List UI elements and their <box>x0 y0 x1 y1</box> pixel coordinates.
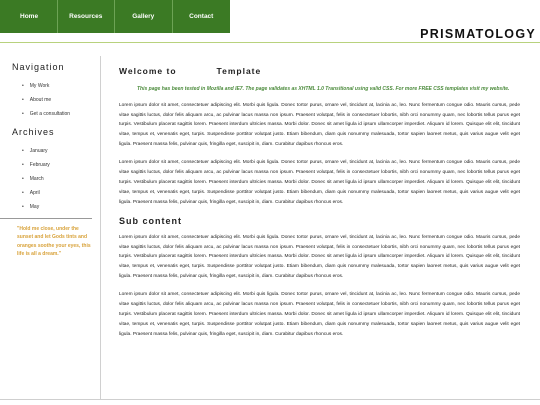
welcome-heading-right: Template <box>216 66 262 76</box>
paragraph: Lorem ipsum dolor sit amet, consectetuer adipiscing elit. Morbi quis ligula. Donec tortor purus, ornare vel, tincidunt at, lacinia ac, leo. Nunc fermentum congue odio. Mauris cursus, pede vitae sagittis luctus, dolor felis aliquam arcu, ac pulvinar lacus massa non ipsum. Praesent volutpat, felis in consectetuer lobortis, nibh orci nonummy quam, nec lobortis tellus purus eget turpis. Vestibulum placerat sagittis lorem. Praesent interdum ultricies massa. Morbi dolor. Donec sit amet ligula id ipsum ullamcorper imperdiet. Aliquam id lorem. Quisque elit elit, tincidunt vitae, tempus et, venenatis eget, turpis. Suspendisse porttitor volutpat justo. Etiam bibendum, diam quis nonummy malesuada, tortor sapien laoreet metus, quis varius augue velit eget ligula. Praesent massa felis, pulvinar quis, fringilla eget, suscipit in, diam. Curabitur dapibus rhoncus eros. <box>119 160 520 205</box>
navigation-heading: Navigation <box>12 62 65 72</box>
navigation-list <box>12 79 92 121</box>
header-divider <box>0 42 540 43</box>
archive-item-april[interactable]: • April <box>22 186 92 200</box>
archives-heading: Archives <box>12 127 55 137</box>
archive-item-may[interactable]: • May <box>22 200 92 214</box>
nav-resources-link[interactable]: Resources <box>58 0 116 33</box>
sidebar-item-about-me[interactable]: • About me <box>22 93 92 107</box>
sidebar-item-consultation[interactable]: • Get a consultation <box>22 107 92 121</box>
archive-item-january[interactable]: • January <box>22 144 92 158</box>
nav-gallery-link[interactable]: Gallery <box>115 0 173 33</box>
sidebar-quote: "Hold me close, under the sunset and let Gods tints and oranges soothe your eyes, this life is all a dream." <box>17 226 91 258</box>
archive-item-march[interactable]: • March <box>22 172 92 186</box>
archive-item-february[interactable]: • February <box>22 158 92 172</box>
intro-text: This page has been tested in Mozilla and IE7. The page validates as XHTML 1.0 Transitional using valid CSS. For more FREE CSS templates visit my website. <box>137 86 510 92</box>
sub-content-heading: Sub content <box>119 215 182 226</box>
site-title: PRISMATOLOGY <box>420 27 536 41</box>
sidebar-item-my-work[interactable]: • My Work <box>22 79 92 93</box>
paragraph: Lorem ipsum dolor sit amet, consectetuer adipiscing elit. Morbi quis ligula. Donec tortor purus, ornare vel, tincidunt at, lacinia ac, leo. Nunc fermentum congue odio. Mauris cursus, pede vitae sagittis luctus, dolor felis aliquam arcu, ac pulvinar lacus massa non ipsum. Praesent volutpat, felis in consectetuer lobortis, nibh orci nonummy quam, nec lobortis tellus purus eget turpis. Vestibulum placerat sagittis lorem. Praesent interdum ultricies massa. Morbi dolor. Donec sit amet ligula id ipsum ullamcorper imperdiet. Aliquam id lorem. Quisque elit elit, tincidunt vitae, tempus et, venenatis eget, turpis. Suspendisse porttitor volutpat justo. Etiam bibendum, diam quis nonummy malesuada, tortor sapien laoreet metus, quis varius augue velit eget ligula. Praesent massa felis, pulvinar quis, fringilla eget, suscipit in, diam. Curabitur dapibus rhoncus eros. <box>119 234 520 280</box>
paragraph: Lorem ipsum dolor sit amet, consectetuer adipiscing elit. Morbi quis ligula. Donec tortor purus, ornare vel, tincidunt at, lacinia ac, leo. Nunc fermentum congue odio. Mauris cursus, pede vitae sagittis luctus, dolor felis aliquam arcu, ac pulvinar lacus massa non ipsum. Praesent volutpat, felis in consectetuer lobortis, nibh orci nonummy quam, nec lobortis tellus purus eget turpis. Vestibulum placerat sagittis lorem. Praesent interdum ultricies massa. Morbi dolor. Donec sit amet ligula id ipsum ullamcorper imperdiet. Aliquam id lorem. Quisque elit elit, tincidunt vitae, tempus et, venenatis eget, turpis. Suspendisse porttitor volutpat justo. Etiam bibendum, diam quis nonummy malesuada, tortor sapien laoreet metus, quis varius augue velit eget ligula. Praesent massa felis, pulvinar quis, fringilla eget, suscipit in, diam. Curabitur dapibus rhoncus eros. <box>119 292 520 337</box>
welcome-heading-left: Welcome to <box>119 66 177 76</box>
column-divider <box>100 56 101 400</box>
nav-contact-link[interactable]: Contact <box>189 13 214 20</box>
main-content <box>119 66 520 348</box>
paragraph: Lorem ipsum dolor sit amet, consectetuer adipiscing elit. Morbi quis ligula. Donec tortor purus, ornare vel, tincidunt at, lacinia ac, leo. Nunc fermentum congue odio. Mauris cursus, pede vitae sagittis luctus, dolor felis aliquam arcu, ac pulvinar lacus massa non ipsum. Praesent volutpat, felis in consectetuer lobortis, nibh orci nonummy quam, nec lobortis tellus purus eget turpis. Vestibulum placerat sagittis lorem. Praesent interdum ultricies massa. Morbi dolor. Donec sit amet ligula id ipsum ullamcorper imperdiet. Aliquam id lorem. Quisque elit elit, tincidunt vitae, tempus et, venenatis eget, turpis. Suspendisse porttitor volutpat justo. Etiam bibendum, diam quis nonummy malesuada, tortor sapien laoreet metus, quis varius augue velit eget ligula. Praesent massa felis, pulvinar quis, fringilla eget, suscipit in, diam. Curabitur dapibus rhoncus eros. <box>119 102 520 148</box>
welcome-heading <box>119 66 520 76</box>
footer-divider <box>0 399 540 400</box>
sidebar <box>12 62 92 259</box>
nav-home-link[interactable]: Home <box>0 0 58 33</box>
archives-list <box>12 144 92 214</box>
top-navigation <box>0 0 230 33</box>
sidebar-divider <box>0 218 92 219</box>
